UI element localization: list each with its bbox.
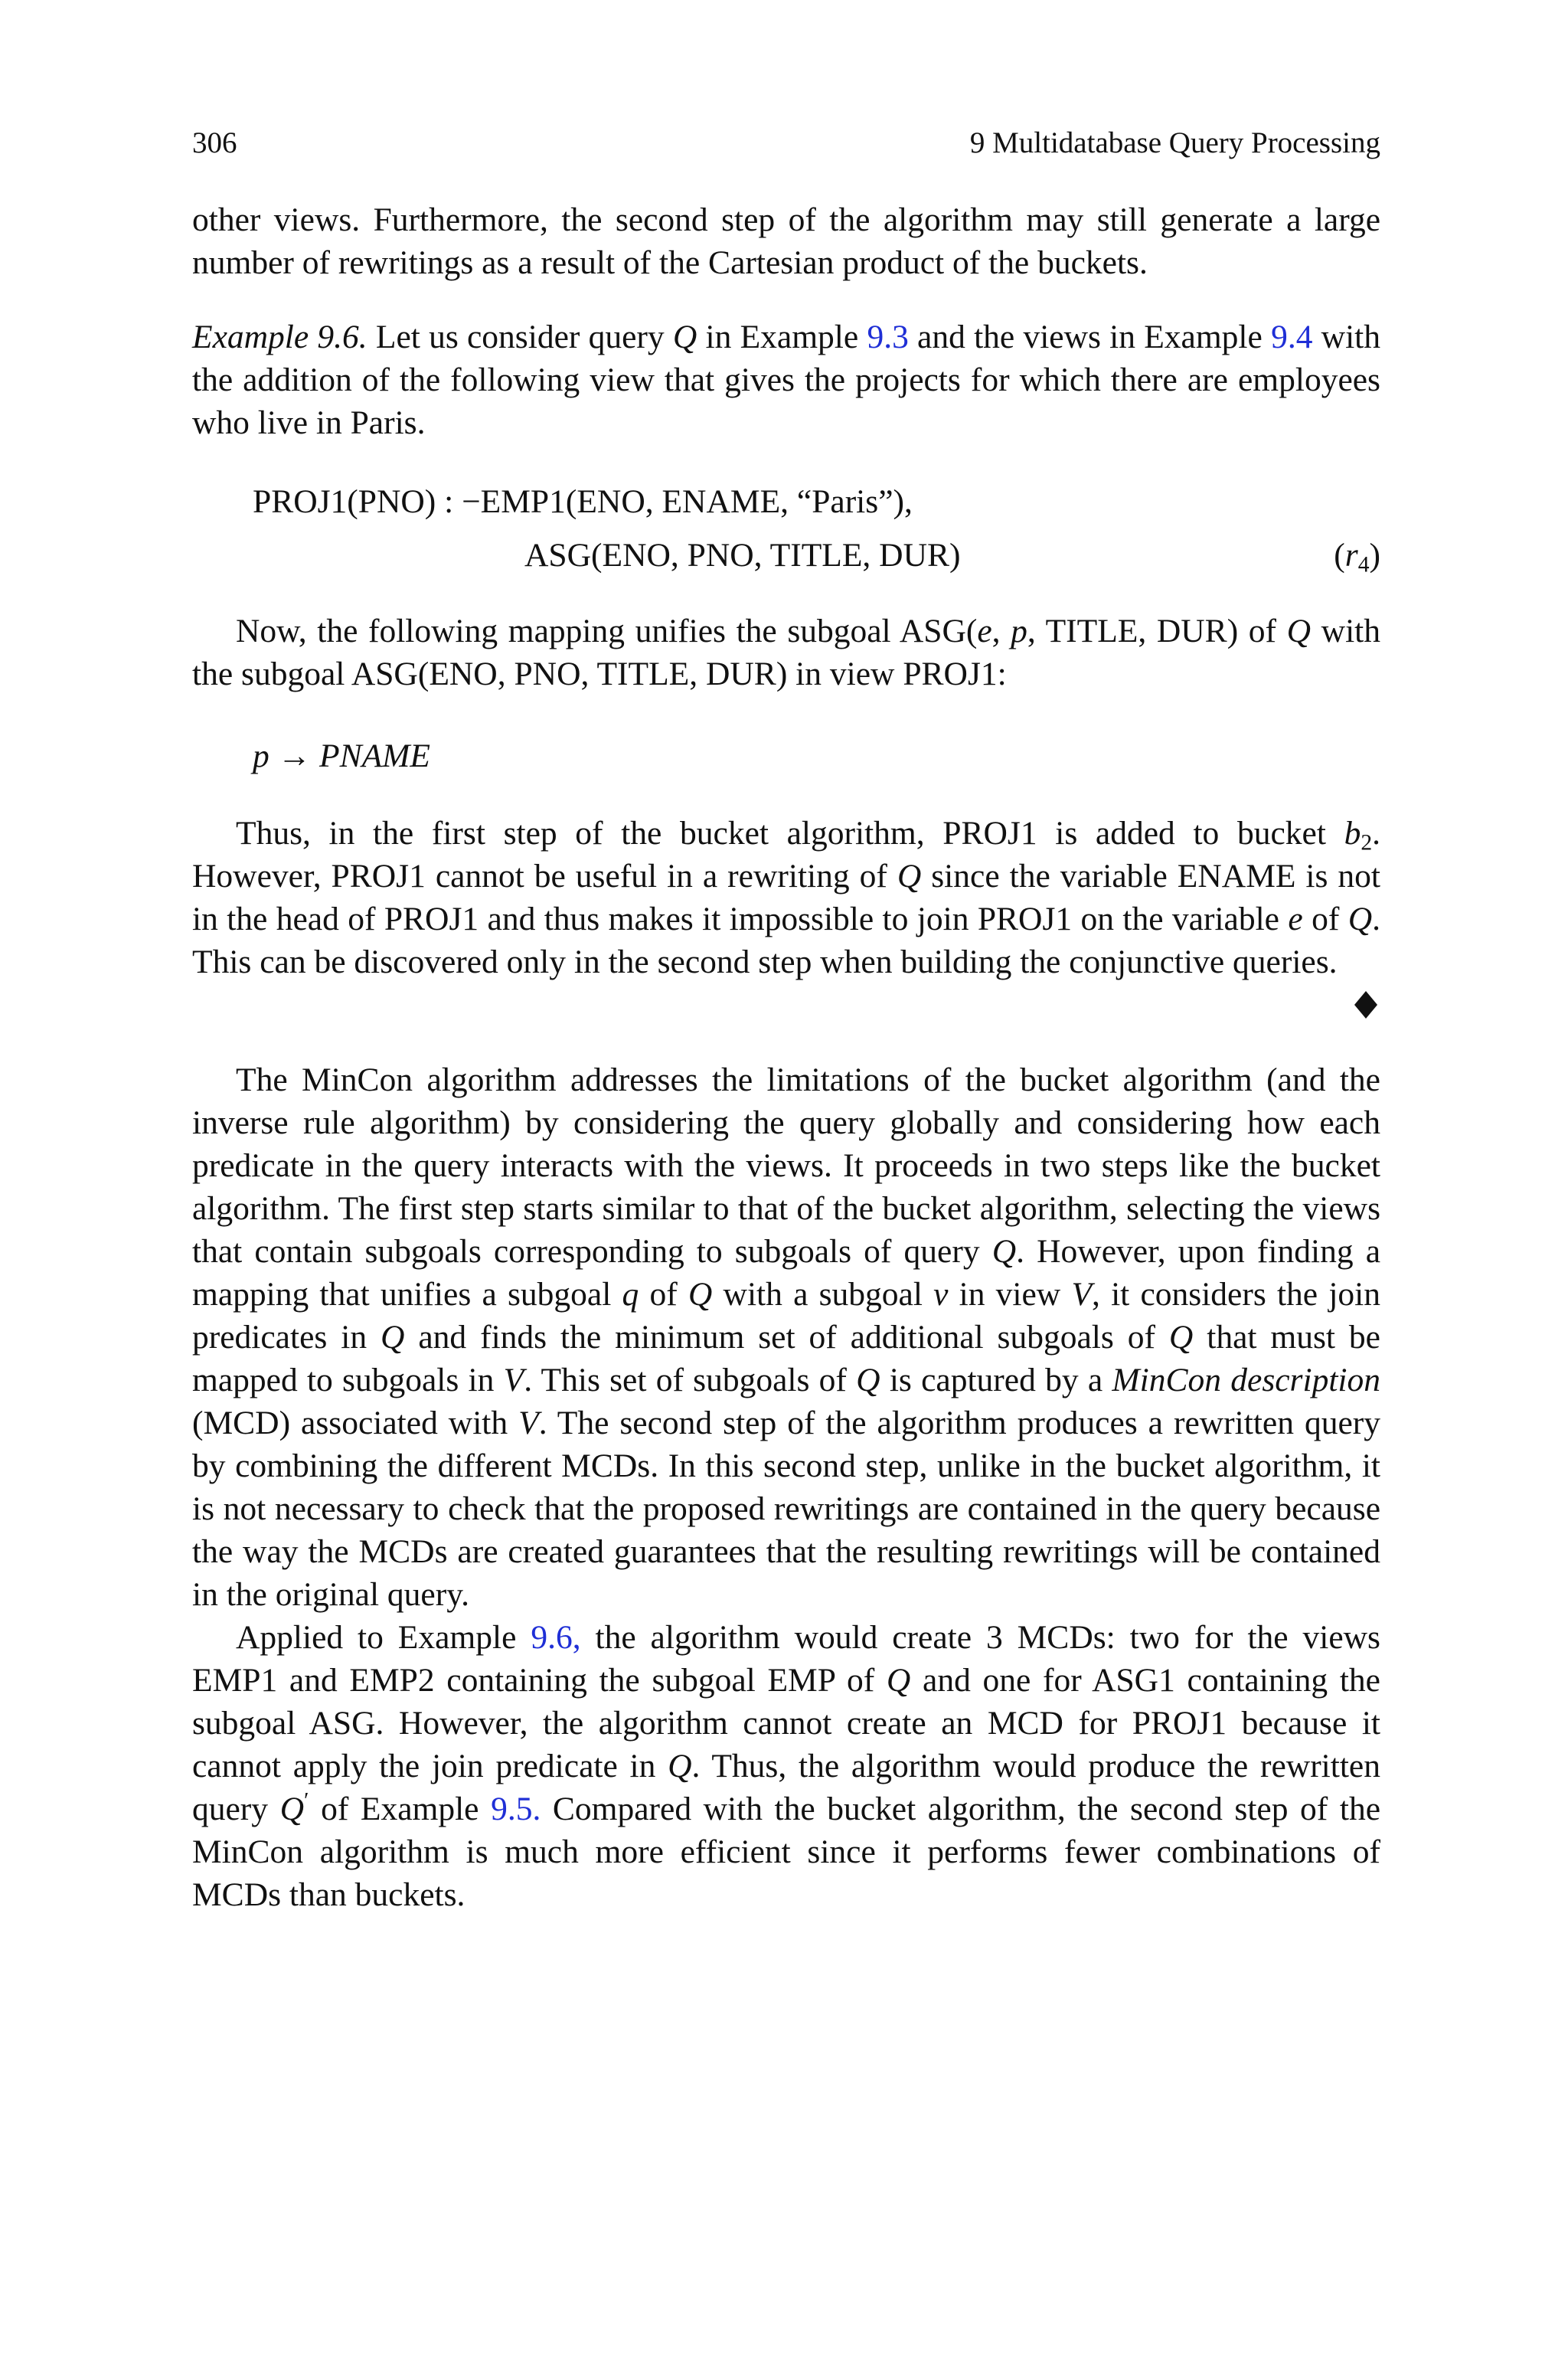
link-example-9-5[interactable]: 9.5. xyxy=(491,1791,541,1827)
example-label: Example 9.6. xyxy=(192,319,368,355)
mincon-paragraph: The MinCon algorithm addresses the limitations of the bucket algorithm (and the inverse rule algorithm) by considering the query globally and considering how each predicate in the query interacts with the views. It proceeds in two steps like the bucket algorithm. The first step starts similar to that of the bucket algorithm, selecting the views that contain subgoals corresponding to subgoals of query Q. However, upon finding a mapping that unifies a subgoal q of Q with a subgoal v in view V, it considers the join predicates in Q and finds the minimum set of additional subgoals of Q that must be mapped to subgoals in V. This set of subgoals of Q is captured by a MinCon description (MCD) associated with V. The second step of the algorithm produces a rewritten query by combining the different MCDs. In this second step, unlike in the bucket algorithm, it is not necessary to check that the proposed rewritings are contained in the query because the way the MCDs are created guarantees that the resulting rewritings will be contained in the original query. xyxy=(192,1061,1381,1613)
rule-tag: $(r_4)$ xyxy=(1334,537,1380,577)
chapter-title: 9 Multidatabase Query Processing xyxy=(969,126,1380,159)
page-number: 306 xyxy=(192,126,237,159)
rule-line-2: ASG(ENO, PNO, TITLE, DUR) xyxy=(524,537,961,574)
paragraph-continuation: other views. Furthermore, the second step of the algorithm may still generate a large number of rewritings as a result of the Cartesian product of the buckets. xyxy=(192,201,1380,281)
link-example-9-3[interactable]: 9.3 xyxy=(867,319,909,355)
link-example-9-4[interactable]: 9.4 xyxy=(1271,319,1313,355)
rule-line-1: PROJ1(PNO) : −EMP1(ENO, ENAME, “Paris”), xyxy=(253,483,913,520)
applied-paragraph: Applied to Example 9.6, the algorithm would create 3 MCDs: two for the views EMP1 and EMP2 containing the subgoal EMP of Q and one for ASG1 containing the subgoal ASG. However, the algorithm cannot create an MCD for PROJ1 because it cannot apply the join predicate in Q. Thus, the algorithm would produce the rewritten query Q′ of Example 9.5. Compared with the bucket algorithm, the second step of the MinCon algorithm is much more efficient since it performs fewer combinations of MCDs than buckets. xyxy=(192,1619,1380,1913)
mapping-intro-paragraph: Now, the following mapping unifies the subgoal ASG(e, p, TITLE, DUR) of Q with the subgoal ASG(ENO, PNO, TITLE, DUR) in view PROJ1: xyxy=(192,613,1380,692)
mapping-formula: p → PNAME xyxy=(253,738,430,774)
book-page xyxy=(192,0,1380,2378)
bucket-paragraph: Thus, in the first step of the bucket algorithm, PROJ1 is added to bucket $b_2$. However, PROJ1 cannot be useful in a rewriting of Q since the variable ENAME is not in the head of PROJ1 and thus makes it impossible to join PROJ1 on the variable e of Q. This can be discovered only in the second step when building the conjunctive queries. xyxy=(192,815,1380,980)
diamond-icon xyxy=(1354,991,1377,1019)
mincon-description-term: MinCon description xyxy=(1112,1362,1380,1398)
link-example-9-6[interactable]: 9.6, xyxy=(531,1619,581,1656)
example-paragraph: Example 9.6. Let us consider query Q in Example 9.3 and the views in Example 9.4 with the addition of the following view that gives the projects for which there are employees who live in Paris. xyxy=(192,319,1381,441)
running-header xyxy=(192,124,1380,162)
